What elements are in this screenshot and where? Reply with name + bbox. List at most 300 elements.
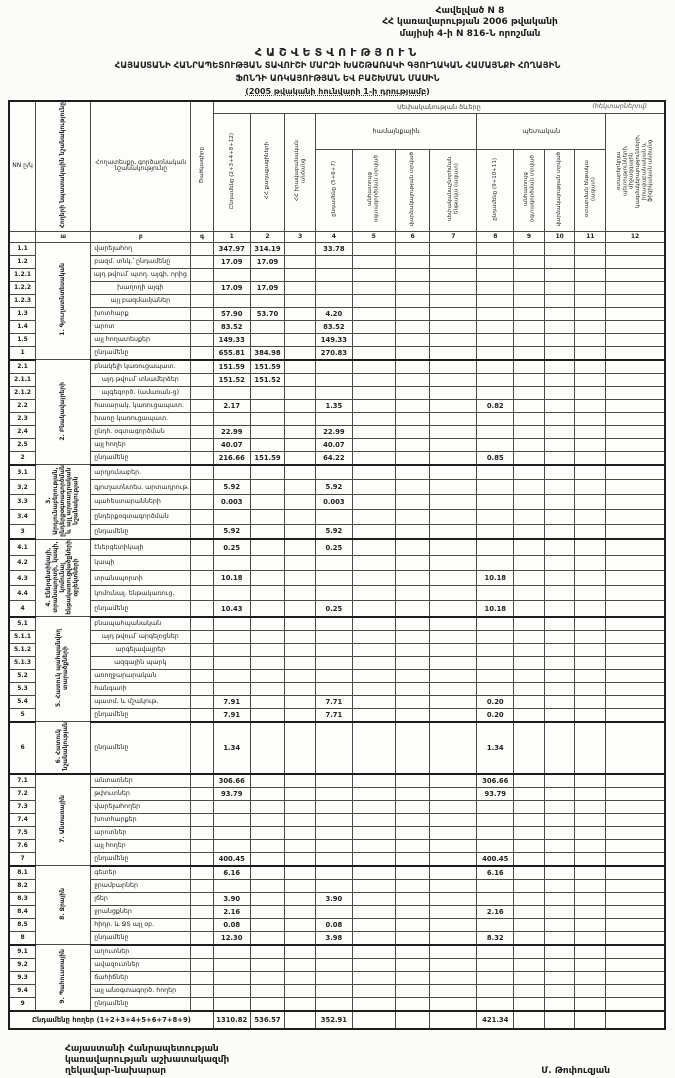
row-label: անտառներ [91, 774, 191, 788]
value-col3 [285, 346, 316, 360]
table-row [9, 294, 665, 307]
as-of-date: (2005 թվականի հունվարի 1-ի դրությամբ) [245, 86, 430, 96]
value-col10 [544, 708, 575, 722]
value-col6 [395, 399, 430, 412]
row-nn: 3.2 [9, 480, 36, 495]
value-col10 [544, 945, 575, 959]
value-col6 [395, 708, 430, 722]
value-col8 [477, 630, 514, 643]
header-nn: NN ը/կ [9, 101, 36, 231]
value-col10 [544, 242, 575, 255]
value-col2 [250, 617, 285, 631]
table-row [9, 918, 665, 931]
header-col9: անհատույց օգտագործման տրված [514, 149, 545, 231]
row-nn: 4.1 [9, 539, 36, 555]
grand-total-col12 [606, 1011, 665, 1029]
column-index: 10 [544, 231, 575, 242]
row-nn: 2.1.1 [9, 373, 36, 386]
value-col7 [430, 601, 477, 617]
value-col7 [430, 294, 477, 307]
value-col2 [250, 931, 285, 945]
value-col10 [544, 601, 575, 617]
value-col10 [544, 879, 575, 892]
value-col8 [477, 281, 514, 294]
row-code [191, 905, 213, 918]
value-col9 [514, 399, 545, 412]
value-col8 [477, 307, 514, 320]
value-col11 [575, 451, 606, 465]
value-col6 [395, 695, 430, 708]
row-label: այլ հողեր [91, 438, 191, 451]
signature-name: Մ. Թոփուզյան [541, 1066, 610, 1077]
value-col3 [285, 555, 316, 570]
value-col8: 400.45 [477, 852, 514, 866]
value-col1 [213, 669, 250, 682]
value-col11 [575, 438, 606, 451]
table-row [9, 905, 665, 918]
value-col11 [575, 839, 606, 852]
value-col12 [606, 601, 665, 617]
value-col10 [544, 905, 575, 918]
value-col2 [250, 852, 285, 866]
value-col9 [514, 984, 545, 997]
value-col7 [430, 839, 477, 852]
value-col12 [606, 399, 665, 412]
value-col2 [250, 905, 285, 918]
value-col7 [430, 643, 477, 656]
value-col3 [285, 656, 316, 669]
value-col5 [352, 425, 395, 438]
table-row [9, 320, 665, 333]
value-col3 [285, 617, 316, 631]
value-col11 [575, 524, 606, 539]
value-col8 [477, 255, 514, 268]
header-col11: օտարման ենթակա (ազատ) [575, 149, 606, 231]
value-col11 [575, 268, 606, 281]
value-col10 [544, 412, 575, 425]
row-label: վարելահողեր [91, 800, 191, 813]
value-col4 [315, 255, 352, 268]
value-col10 [544, 373, 575, 386]
value-col4: 22.99 [315, 425, 352, 438]
value-col8: 93.79 [477, 787, 514, 800]
value-col5 [352, 412, 395, 425]
table-row [9, 242, 665, 255]
row-nn: 8 [9, 931, 36, 945]
value-col12 [606, 320, 665, 333]
value-col10 [544, 774, 575, 788]
value-col4 [315, 958, 352, 971]
value-col8 [477, 346, 514, 360]
value-col12 [606, 787, 665, 800]
value-col2 [250, 997, 285, 1011]
value-col5 [352, 242, 395, 255]
value-col4 [315, 879, 352, 892]
value-col10 [544, 656, 575, 669]
table-row [9, 866, 665, 880]
value-col1: 347.97 [213, 242, 250, 255]
value-col2 [250, 800, 285, 813]
value-col10 [544, 524, 575, 539]
value-col9 [514, 643, 545, 656]
value-col8 [477, 480, 514, 495]
row-nn: 3.1 [9, 465, 36, 480]
value-col2 [250, 399, 285, 412]
value-col12 [606, 984, 665, 997]
value-col2 [250, 555, 285, 570]
grand-total-col1: 1310.82 [213, 1011, 250, 1029]
value-col3 [285, 333, 316, 346]
value-col10 [544, 800, 575, 813]
table-row [9, 360, 665, 374]
value-col8: 10.18 [477, 601, 514, 617]
value-col6 [395, 813, 430, 826]
value-col3 [285, 774, 316, 788]
table-row [9, 852, 665, 866]
table-row [9, 1011, 665, 1029]
value-col1 [213, 971, 250, 984]
value-col5 [352, 787, 395, 800]
value-col12 [606, 586, 665, 601]
row-label: ընդամենը [91, 451, 191, 465]
value-col5 [352, 643, 395, 656]
row-code [191, 695, 213, 708]
column-index: ա [36, 231, 91, 242]
value-col9 [514, 708, 545, 722]
value-col12 [606, 346, 665, 360]
column-index: 2 [250, 231, 285, 242]
value-col1: 1.34 [213, 722, 250, 774]
value-col7 [430, 984, 477, 997]
value-col3 [285, 682, 316, 695]
value-col11 [575, 958, 606, 971]
value-col3 [285, 984, 316, 997]
value-col2 [250, 787, 285, 800]
value-col10 [544, 346, 575, 360]
value-col9 [514, 630, 545, 643]
value-col1 [213, 617, 250, 631]
row-code [191, 708, 213, 722]
value-col7 [430, 451, 477, 465]
value-col8 [477, 425, 514, 438]
row-code [191, 555, 213, 570]
value-col9 [514, 438, 545, 451]
value-col9 [514, 412, 545, 425]
row-nn: 2.5 [9, 438, 36, 451]
value-col7 [430, 281, 477, 294]
value-col3 [285, 509, 316, 524]
value-col9 [514, 480, 545, 495]
value-col6 [395, 722, 430, 774]
value-col10 [544, 255, 575, 268]
value-col7 [430, 242, 477, 255]
table-row [9, 630, 665, 643]
row-nn: 9.1 [9, 945, 36, 959]
value-col2 [250, 958, 285, 971]
row-label: ընդհ. օգտագործման [91, 425, 191, 438]
row-nn: 2.3 [9, 412, 36, 425]
value-col8 [477, 333, 514, 346]
value-col11 [575, 601, 606, 617]
section-label: 1. Գյուղատնտեսական [36, 242, 91, 360]
column-index: 6 [395, 231, 430, 242]
value-col6 [395, 601, 430, 617]
value-col10 [544, 958, 575, 971]
value-col6 [395, 931, 430, 945]
header-ownership-band: Սեփականության ձևերը [213, 101, 665, 114]
row-label: արդյունաբեր. [91, 465, 191, 480]
value-col2: 53.70 [250, 307, 285, 320]
value-col12 [606, 617, 665, 631]
value-col8 [477, 373, 514, 386]
value-col6 [395, 307, 430, 320]
row-nn: 9.4 [9, 984, 36, 997]
value-col6 [395, 643, 430, 656]
value-col3 [285, 465, 316, 480]
row-code [191, 839, 213, 852]
row-nn: 4.2 [9, 555, 36, 570]
value-col4: 1.35 [315, 399, 352, 412]
section-label: 9. Պահուստային [36, 945, 91, 1011]
row-label: խոտհարքեր [91, 813, 191, 826]
value-col4 [315, 866, 352, 880]
value-col2: 384.98 [250, 346, 285, 360]
header-col12: օտարերկրյա պետությունների, միջազգային կազմակերպությունների, իրավաբանական և ֆիզիկական անձանց [606, 113, 665, 231]
value-col3 [285, 480, 316, 495]
value-col12 [606, 451, 665, 465]
value-col2 [250, 524, 285, 539]
row-label: բնապահպանական [91, 617, 191, 631]
value-col1 [213, 465, 250, 480]
value-col1: 151.52 [213, 373, 250, 386]
row-code [191, 438, 213, 451]
value-col5 [352, 386, 395, 399]
value-col10 [544, 399, 575, 412]
value-col1: 7.91 [213, 708, 250, 722]
value-col11 [575, 281, 606, 294]
header-col10: վարձակալության տրված [544, 149, 575, 231]
value-col8 [477, 879, 514, 892]
row-nn: 6 [9, 722, 36, 774]
value-col11 [575, 346, 606, 360]
value-col7 [430, 586, 477, 601]
value-col3 [285, 669, 316, 682]
value-col10 [544, 360, 575, 374]
value-col5 [352, 866, 395, 880]
value-col12 [606, 852, 665, 866]
value-col1 [213, 945, 250, 959]
value-col10 [544, 643, 575, 656]
value-col6 [395, 294, 430, 307]
value-col4 [315, 905, 352, 918]
value-col8 [477, 813, 514, 826]
value-col7 [430, 656, 477, 669]
value-col2 [250, 984, 285, 997]
value-col2 [250, 774, 285, 788]
value-col1: 83.52 [213, 320, 250, 333]
value-col9 [514, 373, 545, 386]
value-col6 [395, 268, 430, 281]
value-col4: 64.22 [315, 451, 352, 465]
value-col12 [606, 682, 665, 695]
value-col8 [477, 268, 514, 281]
value-col1: 10.18 [213, 570, 250, 585]
value-col12 [606, 307, 665, 320]
value-col10 [544, 722, 575, 774]
value-col8 [477, 945, 514, 959]
value-col2 [250, 586, 285, 601]
value-col1: 216.66 [213, 451, 250, 465]
value-col3 [285, 826, 316, 839]
value-col9 [514, 307, 545, 320]
table-row [9, 931, 665, 945]
value-col4 [315, 669, 352, 682]
row-label: առողջարարական [91, 669, 191, 682]
row-nn: 2.4 [9, 425, 36, 438]
value-col11 [575, 892, 606, 905]
value-col8 [477, 617, 514, 631]
value-col12 [606, 931, 665, 945]
value-col9 [514, 931, 545, 945]
value-col1 [213, 839, 250, 852]
value-col12 [606, 813, 665, 826]
row-label: բազմ. տնկ.՝ ընդամենը [91, 255, 191, 268]
value-col12 [606, 268, 665, 281]
row-label: վարելահող [91, 242, 191, 255]
row-code [191, 656, 213, 669]
value-col12 [606, 509, 665, 524]
value-col7 [430, 255, 477, 268]
row-nn: 7.5 [9, 826, 36, 839]
value-col2 [250, 601, 285, 617]
value-col11 [575, 333, 606, 346]
table-row [9, 643, 665, 656]
row-code [191, 570, 213, 585]
value-col1 [213, 826, 250, 839]
value-col2 [250, 813, 285, 826]
value-col6 [395, 320, 430, 333]
value-col4 [315, 465, 352, 480]
value-col7 [430, 852, 477, 866]
value-col2 [250, 386, 285, 399]
value-col7 [430, 412, 477, 425]
value-col4 [315, 971, 352, 984]
value-col6 [395, 451, 430, 465]
value-col9 [514, 879, 545, 892]
value-col8 [477, 892, 514, 905]
header-col7: սեփականաշնորհման ենթակա (ազատ) [430, 149, 477, 231]
column-index: 9 [514, 231, 545, 242]
table-row [9, 451, 665, 465]
value-col12 [606, 242, 665, 255]
value-col1: 22.99 [213, 425, 250, 438]
table-row [9, 231, 665, 242]
table-row [9, 465, 665, 480]
value-col4: 5.92 [315, 480, 352, 495]
value-col11 [575, 630, 606, 643]
value-col3 [285, 852, 316, 866]
header-community-group: համայնքային [315, 113, 476, 149]
grand-total-col11 [575, 1011, 606, 1029]
value-col12 [606, 570, 665, 585]
value-col11 [575, 971, 606, 984]
value-col5 [352, 813, 395, 826]
value-col5 [352, 918, 395, 931]
value-col7 [430, 438, 477, 451]
value-col4 [315, 852, 352, 866]
header-col6: վարձակալության տրված [395, 149, 430, 231]
value-col9 [514, 656, 545, 669]
value-col7 [430, 524, 477, 539]
value-col8 [477, 971, 514, 984]
value-col11 [575, 879, 606, 892]
value-col7 [430, 918, 477, 931]
value-col7 [430, 866, 477, 880]
value-col11 [575, 866, 606, 880]
row-label: կոմունալ. ենթակառուց. [91, 586, 191, 601]
value-col11 [575, 373, 606, 386]
value-col8: 306.66 [477, 774, 514, 788]
value-col6 [395, 879, 430, 892]
value-col8 [477, 984, 514, 997]
row-label: հանգստի [91, 682, 191, 695]
value-col9 [514, 918, 545, 931]
value-col5 [352, 399, 395, 412]
value-col1: 5.92 [213, 480, 250, 495]
value-col4: 0.25 [315, 601, 352, 617]
row-code [191, 800, 213, 813]
value-col8 [477, 656, 514, 669]
value-col5 [352, 373, 395, 386]
value-col1: 93.79 [213, 787, 250, 800]
value-col12 [606, 465, 665, 480]
value-col8 [477, 386, 514, 399]
value-col2 [250, 866, 285, 880]
value-col10 [544, 281, 575, 294]
value-col10 [544, 971, 575, 984]
table-row [9, 386, 665, 399]
value-col11 [575, 722, 606, 774]
value-col10 [544, 866, 575, 880]
value-col7 [430, 360, 477, 374]
row-nn: 5.4 [9, 695, 36, 708]
value-col6 [395, 570, 430, 585]
value-col1: 57.90 [213, 307, 250, 320]
value-col1 [213, 509, 250, 524]
row-code [191, 643, 213, 656]
value-col7 [430, 320, 477, 333]
row-code [191, 617, 213, 631]
value-col5 [352, 524, 395, 539]
value-col12 [606, 826, 665, 839]
document-subtitle-2: ՖՈՆԴԻ ԱՌԿԱՅՈՒԹՅԱՆ ԵՎ ԲԱՇԽՄԱՆ ՄԱՍԻՆ [235, 73, 440, 84]
value-col9 [514, 839, 545, 852]
row-code [191, 722, 213, 774]
value-col9 [514, 281, 545, 294]
value-col12 [606, 839, 665, 852]
value-col7 [430, 480, 477, 495]
column-index: 3 [285, 231, 316, 242]
row-code [191, 451, 213, 465]
value-col5 [352, 570, 395, 585]
value-col7 [430, 958, 477, 971]
value-col7 [430, 879, 477, 892]
value-col8 [477, 524, 514, 539]
value-col6 [395, 826, 430, 839]
value-col9 [514, 826, 545, 839]
value-col3 [285, 643, 316, 656]
value-col11 [575, 669, 606, 682]
